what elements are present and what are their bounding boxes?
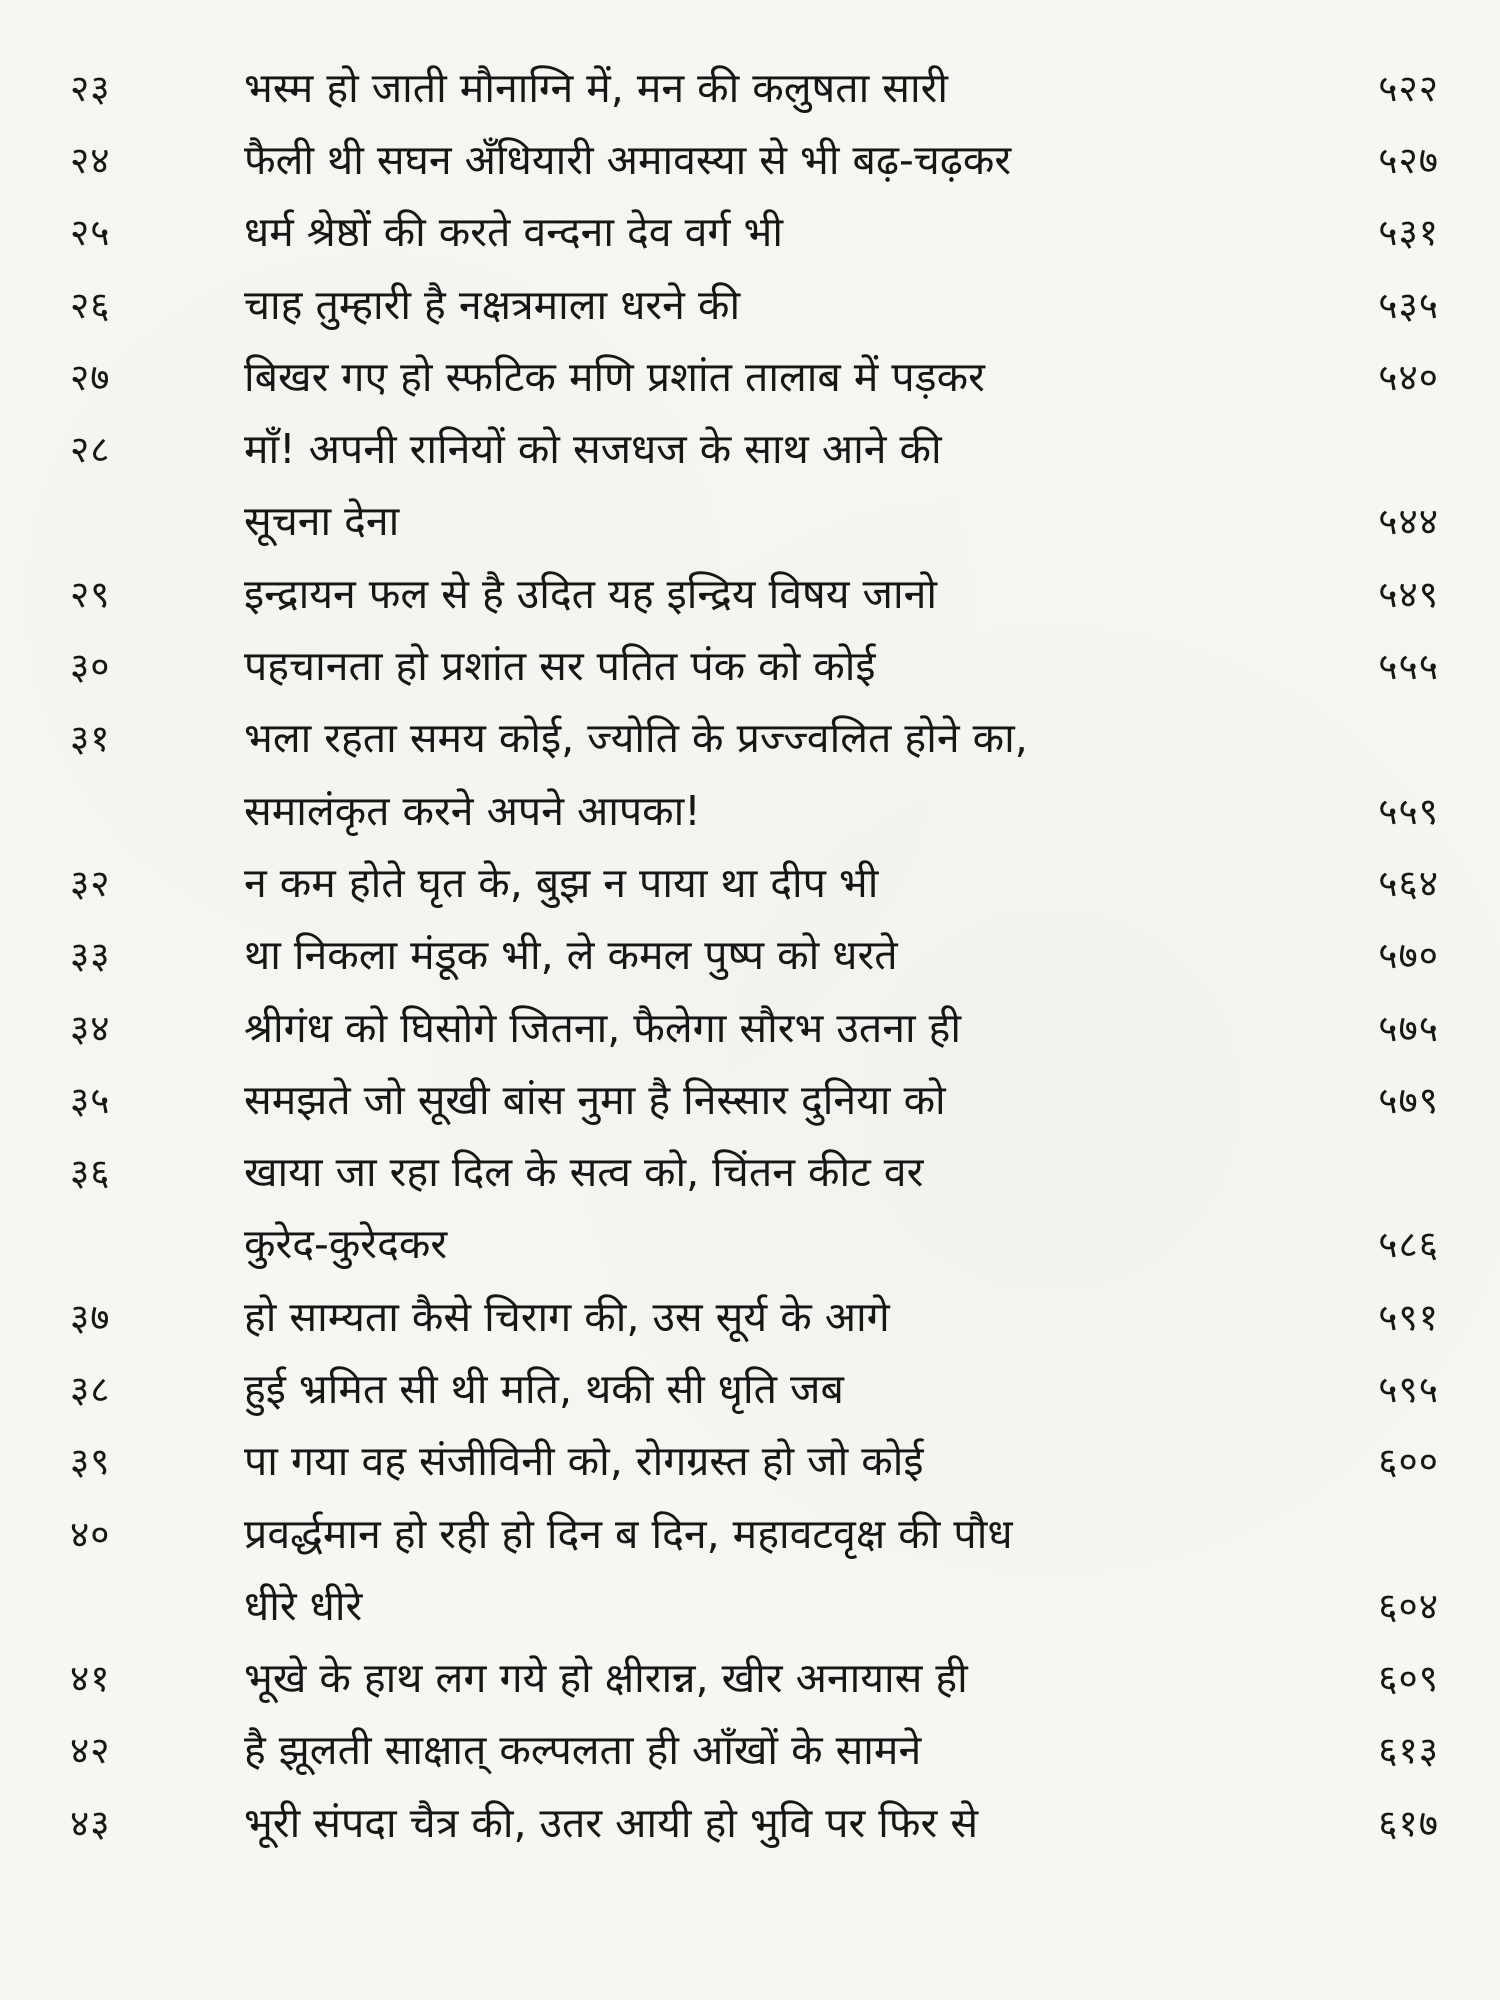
- entry-number: २५: [70, 211, 111, 255]
- entry-number: ३३: [70, 934, 111, 978]
- page-number: ६०९: [1378, 1657, 1439, 1701]
- toc-entry-line: [70, 269, 1445, 341]
- entry-title: माँ! अपनी रानियों को सजधज के साथ आने की: [244, 425, 942, 474]
- page-number: ५४९: [1378, 572, 1439, 616]
- entry-number: ३६: [70, 1151, 111, 1195]
- entry-number: ४२: [70, 1729, 111, 1773]
- entry-title: है झूलती साक्षात् कल्पलता ही आँखों के सामने: [244, 1726, 922, 1775]
- toc-entry-line: [70, 1353, 1445, 1425]
- entry-number: ४१: [70, 1657, 111, 1701]
- page-number: ५७५: [1378, 1006, 1439, 1050]
- toc-entry: [70, 703, 1445, 848]
- page-number: ५२२: [1378, 66, 1439, 110]
- entry-title: चाह तुम्हारी है नक्षत्रमाला धरने की: [244, 280, 741, 329]
- toc-entry-line: [70, 1570, 1445, 1642]
- toc-entry-line: [70, 630, 1445, 702]
- toc-entry-line: [70, 1064, 1445, 1136]
- toc-entry: [70, 1715, 1445, 1787]
- page-number: ५९५: [1378, 1367, 1439, 1411]
- entry-title: भूरी संपदा चैत्र की, उतर आयी हो भुवि पर फिर से: [244, 1798, 979, 1847]
- entry-title: भूखे के हाथ लग गये हो क्षीरान्न, खीर अनायास ही: [244, 1654, 968, 1703]
- entry-title: धर्म श्रेष्ठों की करते वन्दना देव वर्ग भी: [244, 208, 783, 257]
- entry-number: २३: [70, 66, 111, 110]
- entry-number: ३५: [70, 1078, 111, 1122]
- page-number: ५२७: [1378, 138, 1439, 182]
- toc-entry: [70, 413, 1445, 558]
- toc-entry-line: [70, 1498, 1445, 1570]
- entry-number: ४३: [70, 1801, 111, 1845]
- toc-entry-line: [70, 1281, 1445, 1353]
- toc-entry-line: [70, 1643, 1445, 1715]
- toc-entry: [70, 341, 1445, 413]
- entry-title: भस्म हो जाती मौनाग्नि में, मन की कलुषता सारी: [244, 63, 949, 112]
- toc-entry: [70, 1787, 1445, 1859]
- toc-entry: [70, 269, 1445, 341]
- toc-entry: [70, 1281, 1445, 1353]
- page-number: ५६४: [1378, 861, 1439, 905]
- toc-entry: [70, 1064, 1445, 1136]
- toc-entry-line: [70, 703, 1445, 775]
- toc-entry-line: [70, 1426, 1445, 1498]
- toc-entry: [70, 1498, 1445, 1643]
- toc-entry-line: [70, 920, 1445, 992]
- entry-title: श्रीगंध को घिसोगे जितना, फैलेगा सौरभ उतना ही: [244, 1003, 962, 1052]
- entry-number: २६: [70, 283, 111, 327]
- entry-title: पा गया वह संजीविनी को, रोगग्रस्त हो जो कोई: [244, 1437, 924, 1486]
- toc-entry: [70, 847, 1445, 919]
- page-number: ५८६: [1378, 1223, 1439, 1267]
- toc-entry: [70, 920, 1445, 992]
- entry-title: न कम होते घृत के, बुझ न पाया था दीप भी: [244, 858, 879, 907]
- toc-entry-line: [70, 124, 1445, 196]
- entry-number: २९: [70, 572, 111, 616]
- toc-entry-line: [70, 1136, 1445, 1208]
- toc-entry-line: [70, 1715, 1445, 1787]
- toc-entry-line: [70, 1787, 1445, 1859]
- toc-entry-line: [70, 341, 1445, 413]
- toc-entry: [70, 630, 1445, 702]
- toc-entry: [70, 558, 1445, 630]
- page-number: ५४०: [1378, 355, 1439, 399]
- entry-number: २४: [70, 138, 111, 182]
- toc-entry-line: [70, 775, 1445, 847]
- entry-title: इन्द्रायन फल से है उदित यह इन्द्रिय विषय जानो: [244, 569, 937, 618]
- entry-title: भला रहता समय कोई, ज्योति के प्रज्ज्वलित होने का,: [244, 714, 1028, 763]
- toc-entry: [70, 1353, 1445, 1425]
- toc-entry: [70, 1136, 1445, 1281]
- entry-title: सूचना देना: [244, 497, 400, 546]
- page-number: ६०४: [1378, 1584, 1439, 1628]
- entry-title: फैली थी सघन अँधियारी अमावस्या से भी बढ़-चढ़कर: [244, 135, 1012, 184]
- entry-number: ३२: [70, 861, 111, 905]
- entry-title: खाया जा रहा दिल के सत्व को, चिंतन कीट वर: [244, 1148, 924, 1197]
- toc-entry: [70, 992, 1445, 1064]
- page-number: ५७०: [1378, 934, 1439, 978]
- entry-number: ३९: [70, 1440, 111, 1484]
- entry-number: ४०: [70, 1512, 111, 1556]
- entry-title: समालंकृत करने अपने आपका!: [244, 786, 701, 835]
- toc-entry-line: [70, 413, 1445, 485]
- entry-title: कुरेद-कुरेदकर: [244, 1220, 448, 1269]
- page-number: ५४४: [1378, 500, 1439, 544]
- toc-entry: [70, 197, 1445, 269]
- toc-entry: [70, 1426, 1445, 1498]
- toc-entry: [70, 124, 1445, 196]
- page-number: ५३५: [1378, 283, 1439, 327]
- entry-title: पहचानता हो प्रशांत सर पतित पंक को कोई: [244, 642, 876, 691]
- table-of-contents: [70, 52, 1445, 1859]
- entry-title: प्रवर्द्धमान हो रही हो दिन ब दिन, महावटवृक्ष की पौध: [244, 1509, 1013, 1558]
- toc-entry-line: [70, 52, 1445, 124]
- page-number: ६१७: [1378, 1801, 1439, 1845]
- entry-number: ३०: [70, 645, 111, 689]
- page-number: ५५५: [1378, 645, 1439, 689]
- page-number: ५७९: [1378, 1078, 1439, 1122]
- entry-number: २८: [70, 428, 111, 472]
- entry-title: हुई भ्रमित सी थी मति, थकी सी धृति जब: [244, 1364, 844, 1413]
- entry-title: हो साम्यता कैसे चिराग की, उस सूर्य के आगे: [244, 1292, 890, 1341]
- entry-number: ३७: [70, 1295, 111, 1339]
- toc-entry: [70, 52, 1445, 124]
- entry-title: था निकला मंडूक भी, ले कमल पुष्प को धरते: [244, 931, 898, 980]
- page-number: ६१३: [1378, 1729, 1439, 1773]
- entry-title: बिखर गए हो स्फटिक मणि प्रशांत तालाब में पड़कर: [244, 352, 985, 401]
- toc-entry-line: [70, 847, 1445, 919]
- page-number: ५९१: [1378, 1295, 1439, 1339]
- page-number: ५३१: [1378, 211, 1439, 255]
- toc-entry-line: [70, 558, 1445, 630]
- entry-number: २७: [70, 355, 111, 399]
- toc-entry-line: [70, 197, 1445, 269]
- toc-entry: [70, 1643, 1445, 1715]
- page-number: ५५९: [1378, 789, 1439, 833]
- entry-number: ३८: [70, 1367, 111, 1411]
- toc-entry-line: [70, 1209, 1445, 1281]
- entry-number: ३१: [70, 717, 111, 761]
- toc-entry-line: [70, 486, 1445, 558]
- page-number: ६००: [1378, 1440, 1439, 1484]
- entry-title: धीरे धीरे: [244, 1581, 363, 1630]
- entry-number: ३४: [70, 1006, 111, 1050]
- entry-title: समझते जो सूखी बांस नुमा है निस्सार दुनिया को: [244, 1075, 946, 1124]
- toc-entry-line: [70, 992, 1445, 1064]
